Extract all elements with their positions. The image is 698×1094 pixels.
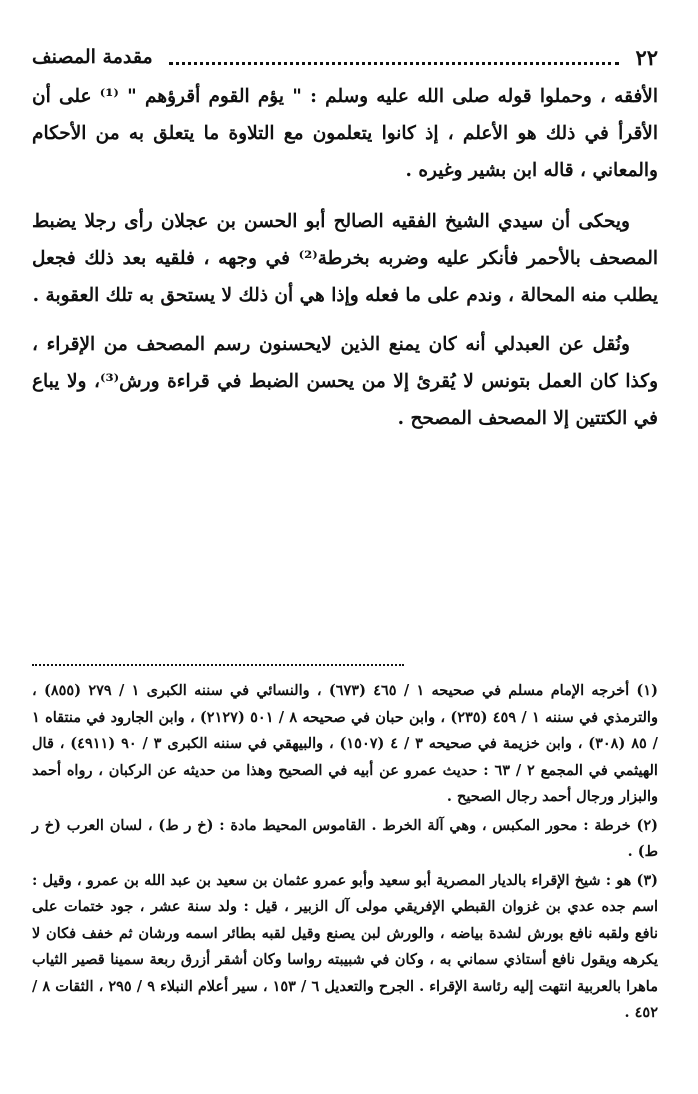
running-title: مقدمة المصنف — [32, 46, 153, 68]
footnote-1: (١) أخرجه الإمام مسلم في صحيحه ١ / ٤٦٥ (٦٧٣) ، والنسائي في سننه الكبرى ١ / ٢٧٩ (٨٥٥) ، والترمذي في سننه ١ / ٤٥٩ (٢٣٥) ، وابن حبان في صحيحه ٨ / ٥٠١ (٢١٢٧) ، وابن الجارود في منتقاه ١ / ٨٥ (٣٠٨) ، وابن خزيمة في صحيحه ٣ / ٤ (١٥٠٧) ، والبيهقي في سننه الكبرى ٣ / ٩٠ (٤٩١١) ، قال الهيثمي في المجمع ٢ / ٦٣ : حديث عمرو عن أبيه في الصحيح وهذا من حديثه عن الركبان ، رواه أحمد والبزار ورجال أحمد رجال الصحيح . — [32, 682, 658, 805]
paragraph-3: ونُقل عن العبدلي أنه كان يمنع الذين لايحسنون رسم المصحف من الإقراء ، وكذا كان العمل بتونس لا يُقرئ إلا من يحسن الضبط في قراءة ورش⁽³⁾، ولا يباع في الكتتين إلا المصحف المصحح . — [32, 334, 658, 429]
footnote-2: (٢) خرطة : محور المكبس ، وهي آلة الخرط . القاموس المحيط مادة : (خ ر ط) ، لسان العرب (خ ر ط) . — [32, 816, 658, 860]
footnote-3: (٣) هو : شيخ الإقراء بالديار المصرية أبو سعيد وأبو عمرو عثمان بن سعيد بن عبد الله بن عمرو ، وقيل : اسم جده عدي بن غزوان القبطي الإفريقي مولى آل الزبير ، قيل : ولد سنة عشر ، جود ختمات على نافع ولقبه نافع بورش لشدة بياضه ، والورش لبن يصنع وقيل لقبه بطائر اسمه ورشان ثم خفف فكان لا يكرهه ويقول نافع أستاذي سماني به ، وكان في شبيبته رواسا وكان أشقر أزرق ربعة سمينا قصير الثياب ماهرا بالعربية انتهت إليه رئاسة الإقراء . الجرح والتعديل ٦ / ١٥٣ ، سير أعلام النبلاء ٩ / ٢٩٥ ، الثقات ٨ / ٤٥٢ . — [32, 871, 658, 1021]
page-number: ٢٢ — [635, 44, 658, 70]
page-header — [32, 40, 658, 74]
footnote-divider — [32, 664, 404, 666]
footnotes — [32, 678, 658, 1029]
paragraph-2: ويحكى أن سيدي الشيخ الفقيه الصالح أبو الحسن بن عجلان رأى رجلا يضبط المصحف بالأحمر فأنكر عليه وضربه بخرطة⁽²⁾ في وجهه ، فلقيه بعد ذلك فجعل يطلب منه المحالة ، وندم على ما فعله وإذا هي أن ذلك لا يستحق به تلك العقوبة . — [32, 211, 658, 306]
paragraph-1: الأفقه ، وحملوا قوله صلى الله عليه وسلم : " يؤم القوم أقرؤهم " ⁽¹⁾ على أن الأقرأ في ذلك هو الأعلم ، إذ كانوا يتعلمون مع التلاوة ما يتعلق به من الأحكام والمعاني ، قاله ابن بشير وغيره . — [32, 86, 658, 181]
main-text — [32, 78, 658, 437]
header-dotted-rule — [169, 62, 620, 65]
